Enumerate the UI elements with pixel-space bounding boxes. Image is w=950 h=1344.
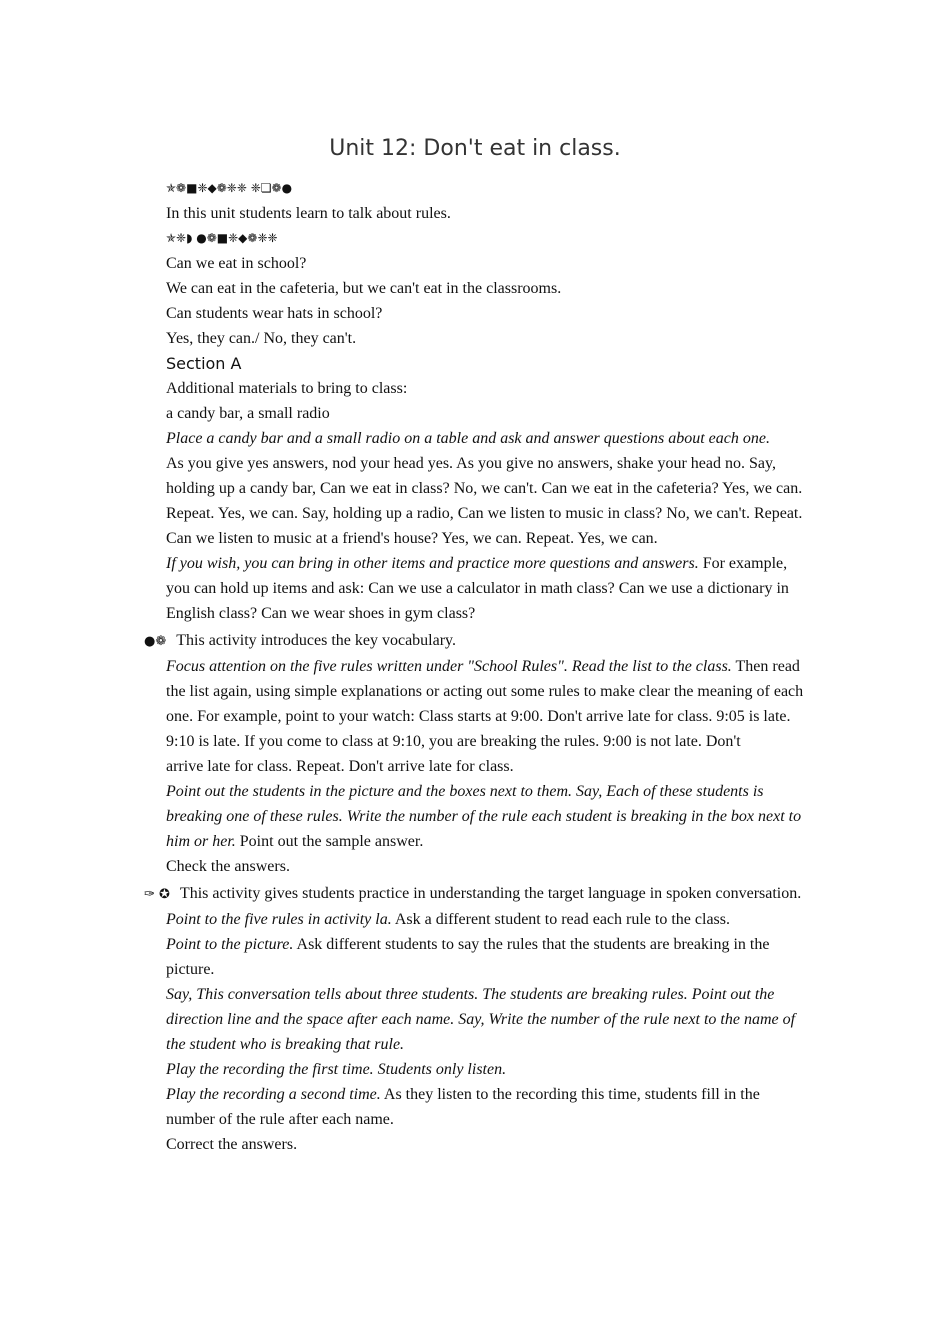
focus-italic: Focus attention on the five rules written under "School Rules". Read the list to the class.: [166, 658, 732, 675]
intro-instruction: [166, 426, 811, 451]
activity-1b-intro: [144, 881, 811, 907]
say-conversation-italic: Say, This conversation tells about three students. The students are breaking rules. Point out the direction line and the space after each name. Say, Write the number of the rule next to the name of the student who is breaking that rule.: [166, 986, 796, 1053]
wish-italic: If you wish, you can bring in other items and practice more questions and answers.: [166, 555, 699, 572]
play-second-rest: As they listen to the recording this time, students fill in the number of the rule after each name.: [166, 1086, 760, 1128]
page-title: Unit 12: Don't eat in class.: [329, 136, 621, 161]
document-body: [144, 176, 811, 1157]
language-heading: ✯❈◗ ●❁■❈◆❁❈❈: [166, 231, 278, 245]
goals-text: In this unit students learn to talk about rules.: [166, 205, 451, 222]
focus-rest: Then read the list again, using simple explanations or acting out some rules to make clear the meaning of each one. For example, point to your watch: Class starts at 9:00. Don't arrive late for class. 9:05 is late. 9:10 is late. If you come to class at 9:10, you are breaking the rules. 9:00 is not late. Don't: [166, 658, 804, 750]
pointout-italic: Point out the students in the picture and the boxes next to them. Say, Each of these students is breaking one of these rules. Write the number of the rule each student is breaking in the box next to him or her.: [166, 783, 802, 850]
materials-items: a candy bar, a small radio: [166, 405, 330, 422]
focus-paragraph: [166, 654, 811, 754]
language-line: Can students wear hats in school?: [166, 305, 383, 322]
check-answers: Check the answers.: [166, 858, 290, 875]
pointout-paragraph: [166, 779, 811, 854]
say-conversation-paragraph: [166, 982, 811, 1057]
activity-1a-intro: [144, 628, 811, 654]
goals-heading: ✯❁■❈◆❁❈❈ ❈❏❁●: [166, 181, 293, 195]
play-second-italic: Play the recording a second time.: [166, 1086, 381, 1103]
activity-1a-text: This activity introduces the key vocabulary.: [176, 632, 457, 649]
point-picture-paragraph: [166, 932, 811, 982]
point-rules-rest: Ask a different student to read each rule to the class.: [391, 911, 730, 928]
language-line: Can we eat in school?: [166, 255, 307, 272]
point-rules-italic: Point to the five rules in activity la.: [166, 911, 392, 928]
arrive-line: arrive late for class. Repeat. Don't arrive late for class.: [166, 758, 514, 775]
play-first-paragraph: [166, 1057, 811, 1082]
materials-label: Additional materials to bring to class:: [166, 380, 408, 397]
point-picture-italic: Point to the picture.: [166, 936, 294, 953]
play-first-italic: Play the recording the first time. Students only listen.: [166, 1061, 507, 1078]
language-line: Yes, they can./ No, they can't.: [166, 330, 357, 347]
intro-italic: Place a candy bar and a small radio on a table and ask and answer questions about each one.: [166, 430, 770, 447]
language-line: We can eat in the cafeteria, but we can't eat in the classrooms.: [166, 280, 562, 297]
intro-paragraph: As you give yes answers, nod your head yes. As you give no answers, shake your head no. Say, holding up a candy bar, Can we eat in class? No, we can't. Can we eat in the cafeteria? Yes, we can. Repeat. Yes, we can. Say, holding up a radio, Can we listen to music in class? No, we can't. Repeat. Can we listen to music at a friend's house? Yes, we can. Repeat. Yes, we can.: [166, 455, 803, 547]
pointout-rest: Point out the sample answer.: [235, 833, 424, 850]
wish-paragraph: [166, 551, 811, 626]
activity-1b-text: This activity gives students practice in understanding the target language in spoken conversation.: [179, 885, 802, 902]
play-second-paragraph: [166, 1082, 811, 1132]
section-a-heading: Section A: [166, 354, 242, 373]
activity-1a-bullet-icon: ●❁: [144, 634, 167, 649]
correct-answers: Correct the answers.: [166, 1136, 298, 1153]
point-rules-paragraph: [166, 907, 811, 932]
activity-1b-bullet-icon: ✑ ✪: [144, 887, 170, 902]
point-picture-rest: Ask different students to say the rules that the students are breaking in the picture.: [166, 936, 770, 978]
wish-rest: For example, you can hold up items and ask: Can we use a calculator in math class? Can we use a dictionary in English class? Can we wear shoes in gym class?: [166, 555, 789, 622]
